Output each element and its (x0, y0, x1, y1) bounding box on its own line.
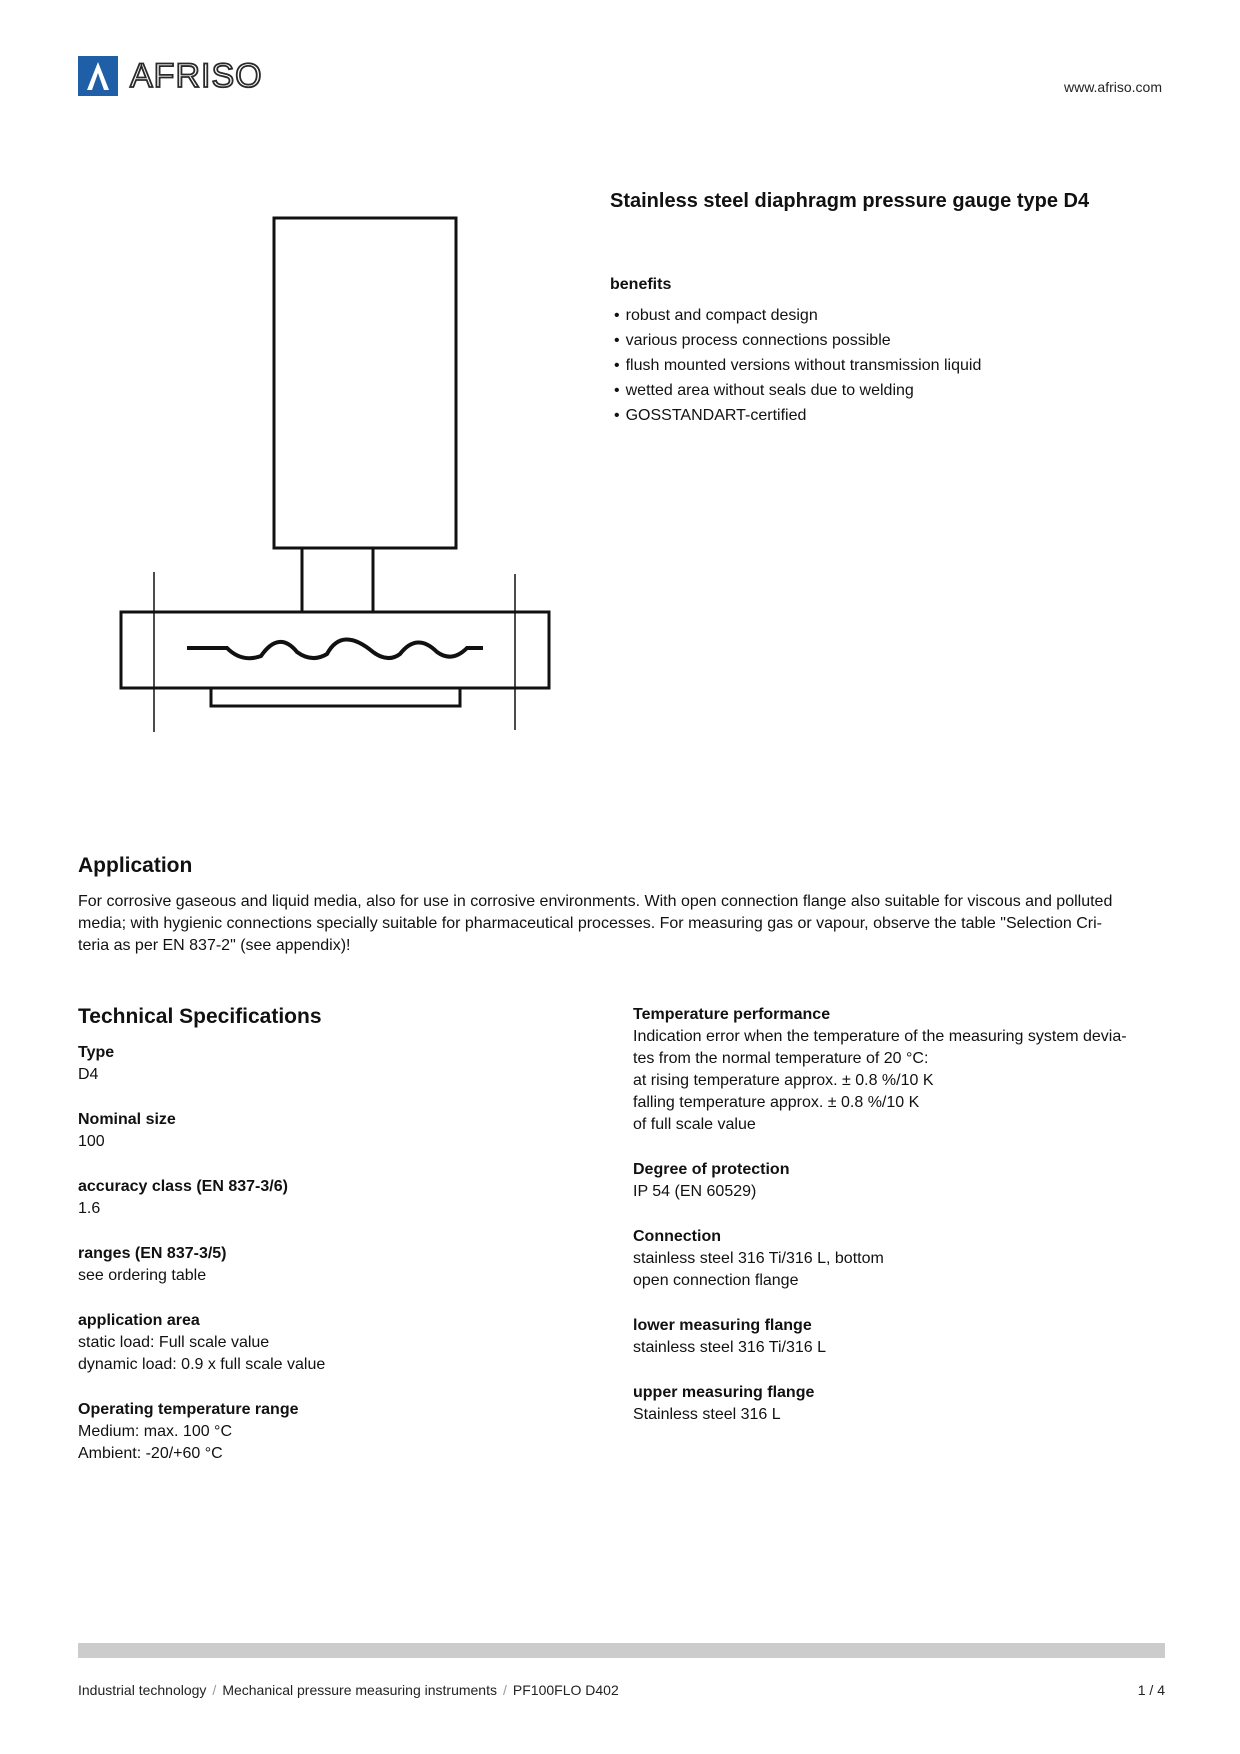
application-line: media; with hygienic connections specially suitable for pharmaceutical processes. For measuring gas or vapour, observe the table "Selection Cri- (78, 915, 1102, 932)
spec-value: at rising temperature approx. ± 0.8 %/10 K (633, 1072, 934, 1089)
benefit-item: • various process connections possible (614, 331, 981, 356)
spec-value: stainless steel 316 Ti/316 L, bottom (633, 1250, 884, 1267)
application-line: teria as per EN 837-2" (see appendix)! (78, 937, 351, 954)
benefit-item: • robust and compact design (614, 306, 981, 331)
spec-degree-of-protection (633, 1159, 1153, 1203)
spec-label: Degree of protection (633, 1161, 790, 1178)
spec-label: Nominal size (78, 1111, 176, 1128)
spec-label: lower measuring flange (633, 1317, 812, 1334)
spec-value: of full scale value (633, 1116, 756, 1133)
benefits-heading: benefits (610, 276, 672, 293)
spec-label: Temperature performance (633, 1006, 831, 1023)
spec-value: see ordering table (78, 1267, 207, 1284)
spec-value: 100 (78, 1133, 105, 1150)
spec-connection (633, 1226, 1153, 1292)
product-title: Stainless steel diaphragm pressure gauge type D4 (610, 190, 1090, 212)
spec-value: D4 (78, 1066, 99, 1083)
spec-value: Indication error when the temperature of the measuring system devia- (633, 1028, 1127, 1045)
spec-value: IP 54 (EN 60529) (633, 1183, 757, 1200)
footer-divider-bar (78, 1643, 1165, 1658)
spec-value: stainless steel 316 Ti/316 L (633, 1339, 827, 1356)
gauge-case-outline (274, 218, 456, 548)
website-url[interactable]: www.afriso.com (1063, 79, 1162, 95)
spec-nominal-size (78, 1109, 598, 1153)
spec-value: tes from the normal temperature of 20 °C: (633, 1050, 929, 1067)
spec-value: Ambient: -20/+60 °C (78, 1445, 223, 1462)
breadcrumb-item[interactable]: Mechanical pressure measuring instruments (222, 1682, 497, 1698)
application-text (78, 891, 1168, 957)
spec-accuracy-class (78, 1176, 598, 1220)
spec-application-area (78, 1310, 598, 1376)
specs-left-column (78, 1042, 598, 1488)
breadcrumb-separator: / (503, 1682, 507, 1698)
afriso-logo-icon (78, 56, 118, 96)
spec-label: Operating temperature range (78, 1401, 299, 1418)
spec-label: Type (78, 1044, 115, 1061)
spec-operating-temperature (78, 1399, 598, 1465)
brand-logo (78, 55, 263, 97)
spec-ranges (78, 1243, 598, 1287)
benefit-item: • GOSSTANDART-certified (614, 406, 981, 431)
spec-value: open connection flange (633, 1272, 799, 1289)
benefit-item: • wetted area without seals due to welding (614, 381, 981, 406)
page-number: 1 / 4 (1137, 1682, 1165, 1698)
spec-label: upper measuring flange (633, 1384, 815, 1401)
diaphragm-wave (187, 639, 483, 658)
spec-type (78, 1042, 598, 1086)
flange-outline (121, 612, 549, 688)
spec-label: accuracy class (EN 837-3/6) (78, 1178, 288, 1195)
lower-plate-outline (211, 688, 460, 706)
spec-upper-measuring-flange (633, 1382, 1153, 1426)
application-line: For corrosive gaseous and liquid media, also for use in corrosive environments. With open connection flange also suitable for viscous and polluted (78, 893, 1113, 910)
spec-value: falling temperature approx. ± 0.8 %/10 K (633, 1094, 920, 1111)
spec-value: dynamic load: 0.9 x full scale value (78, 1356, 326, 1373)
benefits-list (614, 306, 981, 431)
spec-value: Stainless steel 316 L (633, 1406, 781, 1423)
spec-value: 1.6 (78, 1200, 101, 1217)
spec-label: ranges (EN 837-3/5) (78, 1245, 227, 1262)
logo-text: AFRISO (130, 57, 263, 95)
spec-lower-measuring-flange (633, 1315, 1153, 1359)
spec-value: static load: Full scale value (78, 1334, 270, 1351)
benefit-item: • flush mounted versions without transmission liquid (614, 356, 981, 381)
specs-right-column (633, 1004, 1153, 1449)
footer-breadcrumb (78, 1682, 619, 1698)
spec-label: Connection (633, 1228, 721, 1245)
gauge-technical-drawing (115, 210, 565, 750)
breadcrumb-item[interactable]: Industrial technology (78, 1682, 207, 1698)
application-heading: Application (78, 854, 193, 877)
spec-temperature-performance (633, 1004, 1153, 1136)
breadcrumb-separator: / (212, 1682, 217, 1698)
breadcrumb-item: PF100FLO D402 (512, 1682, 619, 1698)
spec-label: application area (78, 1312, 200, 1329)
tech-specs-heading: Technical Specifications (78, 1005, 322, 1028)
spec-value: Medium: max. 100 °C (78, 1423, 233, 1440)
